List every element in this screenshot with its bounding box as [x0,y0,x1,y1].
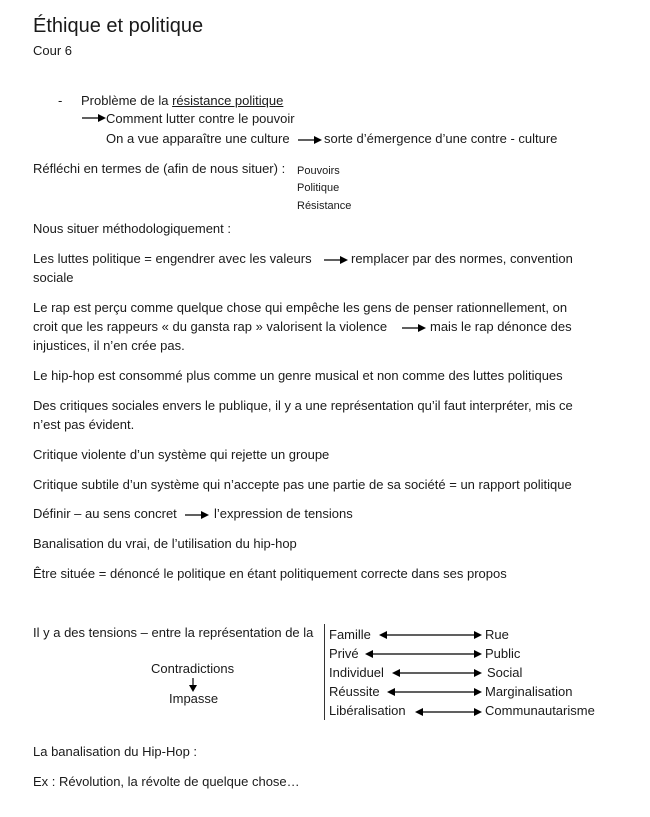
luttes-text-b: remplacer par des normes, convention [351,251,573,266]
sub-point-2a: On a vue apparaître une culture [106,131,290,146]
bullet-heading-prefix: Problème de la [81,93,173,108]
sub-point-1: Comment lutter contre le pouvoir [106,111,295,126]
arrow-right-icon [324,255,348,265]
definir-text-a: Définir – au sens concret [33,506,177,521]
page-subtitle: Cour 6 [33,43,73,58]
rap-line-2a: croit que les rappeurs « du gansta rap » valorisent la violence [33,319,388,334]
pair-right: Rue [485,627,509,642]
sub-point-2b: sorte d’émergence d’une contre - culture [324,131,558,146]
arrow-right-icon [298,135,322,145]
arrow-down-icon [188,678,198,692]
pair-left: Libéralisation [329,703,406,718]
critique-violente: Critique violente d’un système qui rejette un groupe [33,447,330,462]
double-arrow-icon [415,707,482,717]
arrow-right-icon [185,510,209,520]
hiphop-text: Le hip-hop est consommé plus comme un genre musical et non comme des luttes politiques [33,368,563,383]
reflechi-item: Pouvoirs [297,165,340,177]
pair-left: Individuel [329,665,384,680]
banalisation-vrai: Banalisation du vrai, de l’utilisation du hip-hop [33,536,297,551]
vertical-divider [324,624,325,720]
double-arrow-icon [392,668,482,678]
contradictions-label: Contradictions [151,661,235,676]
reflechi-item: Politique [297,182,340,194]
bullet-heading-underlined: résistance politique [172,93,284,108]
pair-left: Réussite [329,684,380,699]
reflechi-text: Réfléchi en termes de (afin de nous situer) : [33,161,286,176]
critiques-line-2: n’est pas évident. [33,417,135,432]
tensions-text: Il y a des tensions – entre la représentation de la [33,625,314,640]
pair-left: Privé [329,646,359,661]
banalisation-hiphop: La banalisation du Hip-Hop : [33,744,198,759]
rap-line-2b: mais le rap dénonce des [430,319,572,334]
pair-right: Public [485,646,521,661]
pair-left: Famille [329,627,371,642]
luttes-text-c: sociale [33,270,74,285]
definir-text-b: l’expression de tensions [214,506,353,521]
bullet-dash: - [58,93,63,108]
methodo-text: Nous situer méthodologiquement : [33,221,232,236]
arrow-right-icon [402,323,426,333]
pair-right: Marginalisation [485,684,573,699]
double-arrow-icon [387,687,482,697]
impasse-label: Impasse [169,691,219,706]
arrow-right-icon [82,113,106,123]
reflechi-item: Résistance [297,200,352,212]
critiques-line-1: Des critiques sociales envers le publique, il y a une représentation qu’il faut interpréter, mis ce [33,398,573,413]
rap-line-1: Le rap est perçu comme quelque chose qui empêche les gens de penser rationnellement, on [33,300,568,315]
luttes-text-a: Les luttes politique = engendrer avec les valeurs [33,251,312,266]
rap-line-3: injustices, il n’en crée pas. [33,338,185,353]
pair-right: Social [487,665,523,680]
double-arrow-icon [365,649,482,659]
critique-subtile: Critique subtile d’un système qui n’accepte pas une partie de sa société = un rapport politique [33,477,572,492]
pair-right: Communautarisme [485,703,595,718]
bullet-heading [81,93,283,109]
page-title: Éthique et politique [33,15,204,37]
double-arrow-icon [379,630,482,640]
etre-situee: Être située = dénoncé le politique en étant politiquement correcte dans ses propos [33,566,507,581]
example-text: Ex : Révolution, la révolte de quelque chose… [33,774,300,789]
